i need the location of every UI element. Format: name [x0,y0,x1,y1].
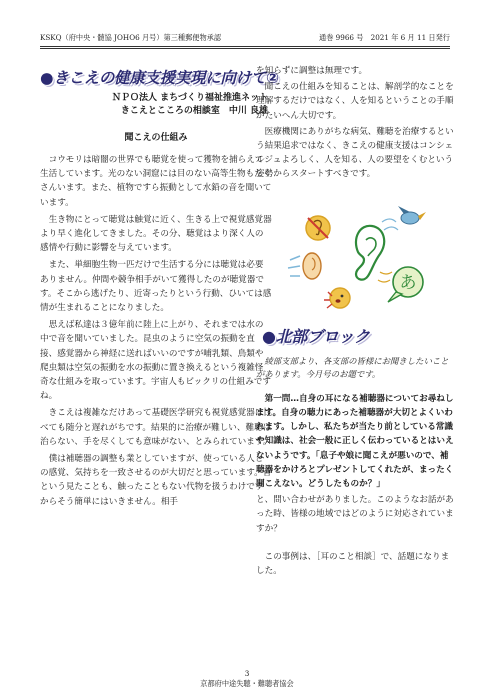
hearing-illustration-svg [260,200,456,316]
article1-paragraph: 思えば私達は３億年前に陸上に上がり、それまでは水の中で音を聞いていました。昆虫のように空気の振動を直接、感覚器から神経に送ればいいのですが哺乳類、鳥類や爬虫類は空気の振動を水の振動に置き換えるという複雑怪奇な仕組みを取っています。宇宙人もビックリの仕組みですね。 [40,320,272,402]
speech-bubble-text: あ [399,272,417,293]
header-right: 通巻 9966 号 2021 年 6 月 11 日発行 [319,33,450,42]
article1-paragraph: 僕は補聴器の調整も業としていますが、使っている人との感覚、気持ちを一致させるのが大切だと思っています。音という見たことも、触ったこともない代物を扱うわけですからそう簡単にはいきません。相手 [40,454,272,507]
article1-author: きこえとこころの相談室 中川 良雄 [120,106,268,116]
article1-continued: 聞こえの仕組みを知ることは、解剖学的なことを理解するだけではなく、人を知るということの手順がたいへん大切です。 [256,82,454,121]
footer-org: 京都府中途失聴・難聴者協会 [200,679,294,688]
article1-section-heading: 聞こえの仕組み [124,133,188,143]
article2-question-paragraph: 第一問…自身の耳になる補聴器についてお尋ねします。自身の聴力にあった補聴器が大切とよくいわれます。しかし、私たちが当たり前としている常識や知識は、社会一般に正しく伝わっているとはいえないようです。「息子や娘に聞こえが悪いので、補聴器をかけろとプレゼントしてくれたが、まったく聞こえない。どうしたものか？」 [256,393,454,490]
right-column [256,64,456,580]
article1-paragraph: また、単細胞生物一匹だけで生活する分には聴覚は必要ありません。仲間や競争相手がいて獲得したのが聴覚器です。そこから逃げたり、近寄ったりという行動、ひいては感情が生まれることになりました。 [40,260,272,314]
article1-continued: 医療機関にありがちな病気、難聴を治療するという結果追求ではなく、きこえの健康支援はコンシェルジュよろしく、人を知る、人の要望をくむという姿勢からスタートすべきです。 [256,126,454,180]
article1-paragraph: 生き物にとって聴覚は触覚に近く、生きる上で視覚感覚器より早く進化してきました。その分、聴覚はより深く人の感情や行動に影響を与えています。 [40,214,272,254]
speech-bubble-icon [388,267,423,302]
left-column [40,66,279,512]
article2-intro: 綾部支部より、各支部の皆様にお聞きしたいことがあります。今月号のお題です。 [256,355,449,380]
newsletter-header [40,33,450,47]
article2-question [256,392,456,491]
header-rule-bottom [40,48,450,49]
article2-title: ●北部ブロック [262,326,370,346]
article1-paragraph: きこえは複雑なだけあって基礎医学研究も視覚感覚器に比べても随分と遅れがちです。結果的に治療が難しい、難聴は治らない、手を尽くしても意味がない、とみられています。 [40,408,272,447]
header-left: KSKQ（府中央・髄協 JOHO6 月号）第三種郵便物承認 [40,33,222,42]
person-shouting-icon [324,288,350,308]
listening-ear-icon [288,253,321,279]
header-rule-top [40,46,450,47]
page-number: 3 [244,669,250,678]
muted-ear-icon [306,216,330,240]
article2-closing: この事例は、［耳のこと相談］で、話題になりました。 [256,551,450,577]
article1-continued: を知らずに調整は無理です。 [256,66,368,76]
bird-icon [398,206,426,224]
article2-followup: と、問い合わせがありました。このようなお話があった時、皆様の地域ではどのように対応されていますか？ [256,495,454,534]
hearing-illustration [260,200,456,316]
article1-paragraph: コウモリは暗闇の世界でも聴覚を使って獲物を捕らえて生活しています。光のない洞窟には目のない高等生物もたくさんいます。また、植物ですら振動として水鉛の音を聞いています。 [40,155,272,208]
article1-title: ●きこえの健康支援実現に向けて② [40,69,279,87]
article1-org: ＮＰＯ法人 まちづくり福祉推進ネット [111,93,268,103]
